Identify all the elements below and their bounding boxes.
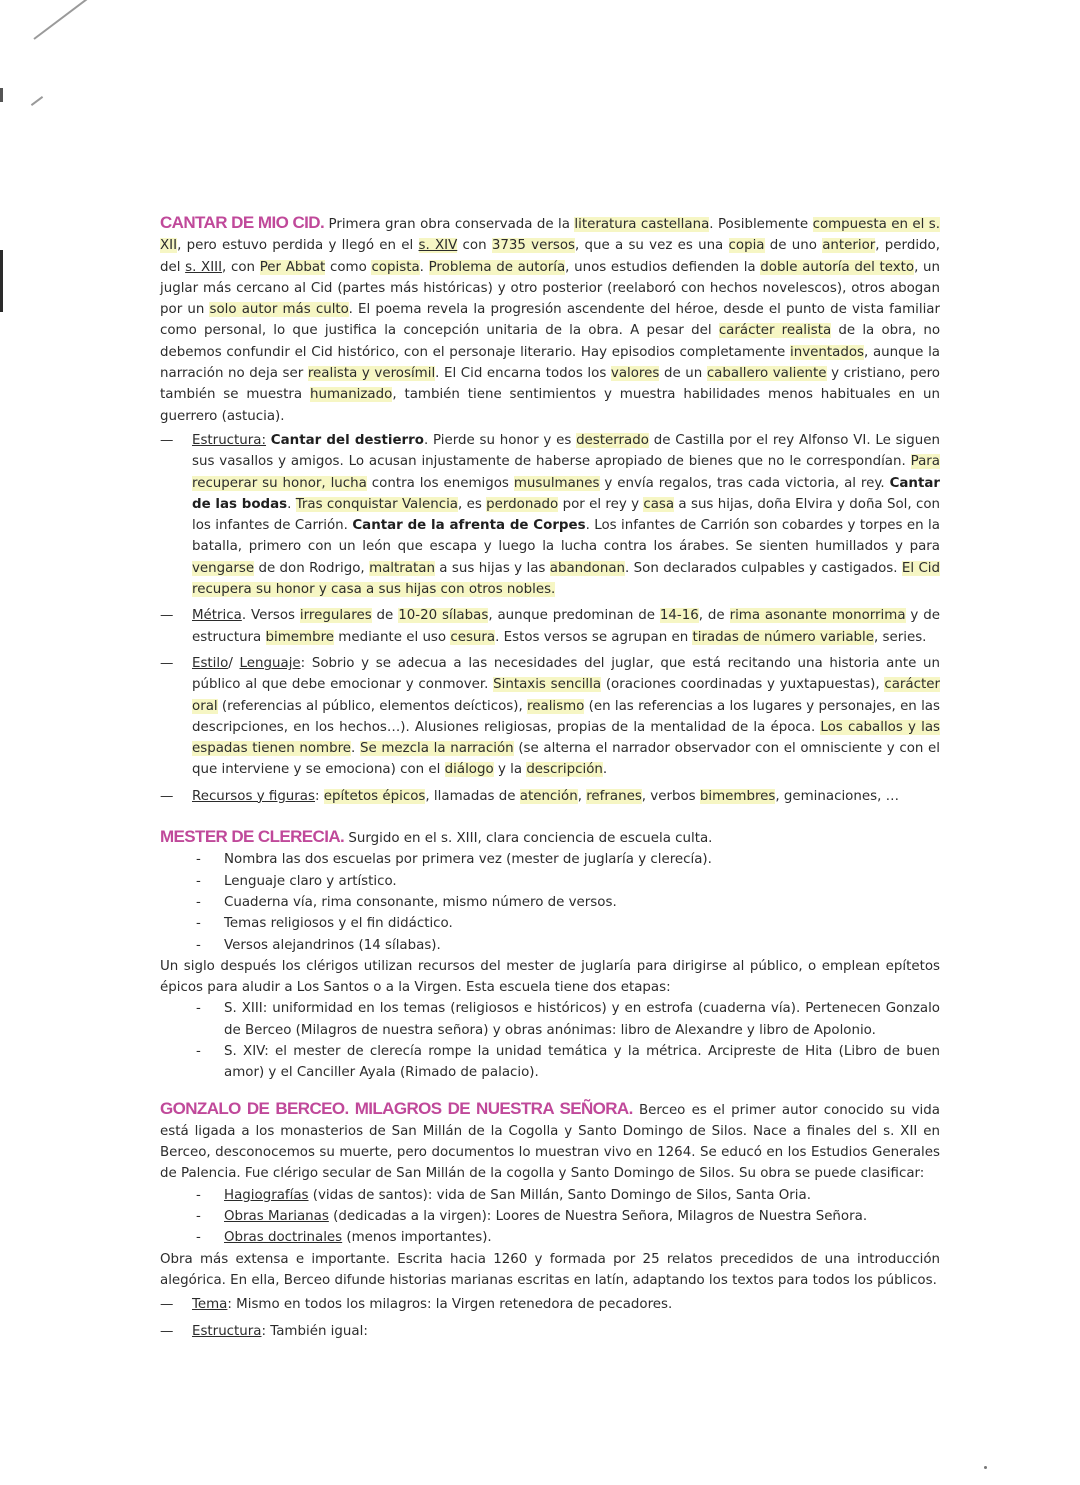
clerecia-features-list <box>160 849 940 955</box>
list-item: - Obras doctrinales (menos importantes). <box>160 1227 940 1248</box>
berceo-estructura-item: — Estructura: También igual: <box>160 1321 940 1342</box>
list-item: - Cuaderna vía, rima consonante, mismo número de versos. <box>160 892 940 913</box>
scan-edge-mark <box>0 88 3 102</box>
scan-pen-stroke-small <box>31 96 43 106</box>
list-item: - Hagiografías (vidas de santos): vida de San Millán, Santo Domingo de Silos, Santa Oria. <box>160 1185 940 1206</box>
cid-estructura-item: — Estructura: Cantar del destierro. Pierde su honor y es desterrado de Castilla por el rey Alfonso VI. Le siguen sus vasallos y amigos. Lo acusan injustamente de haberse apropiado de bienes que no le correspondían. Para recuperar su honor, lucha contra los enemigos musulmanes y envía regalos, tras cada victoria, al rey. Cantar de las bodas. Tras conquistar Valencia, es perdonado por el rey y casa a sus hijas, doña Elvira y doña Sol, con los infantes de Carrión. Cantar de la afrenta de Corpes. Los infantes de Carrión son cobardes y torpes en la batalla, primero con un león que escapa y luego la lucha contra los árabes. Se sienten humillados y para vengarse de don Rodrigo, maltratan a sus hijas y las abandonan. Son declarados culpables y castigados. El Cid recupera su honor y casa a sus hijas con otros nobles. <box>160 430 940 600</box>
list-item: - S. XIII: uniformidad en los temas (religiosos e históricos) y en estrofa (cuaderna vía). Pertenecen Gonzalo de Berceo (Milagros de nuestra señora) y obras anónimas: libro de Alexandre y libro de Apolonio. <box>160 998 940 1041</box>
clerecia-title: MESTER DE CLERECIA. <box>160 827 345 847</box>
list-item: - Versos alejandrinos (14 sílabas). <box>160 935 940 956</box>
document-page <box>160 212 940 1347</box>
list-item: - Nombra las dos escuelas por primera vez (mester de juglaría y clerecía). <box>160 849 940 870</box>
scan-edge-bar <box>0 250 3 312</box>
clerecia-intro: MESTER DE CLERECIA. Surgido en el s. XIII, clara conciencia de escuela culta. <box>160 827 713 847</box>
scan-dot <box>984 1466 987 1469</box>
berceo-aspects-list <box>160 1294 940 1342</box>
cid-title: CANTAR DE MIO CID. <box>160 213 325 232</box>
section-gap <box>160 812 940 826</box>
berceo-obras-list <box>160 1185 940 1249</box>
list-item: - Lenguaje claro y artístico. <box>160 871 940 892</box>
berceo-tema-item: — Tema: Mismo en todos los milagros: la Virgen retenedora de pecadores. <box>160 1294 940 1315</box>
berceo-intro: GONZALO DE BERCEO. MILAGROS DE NUESTRA SEÑORA. Berceo es el primer autor conocido su vida está ligada a los monasterios de San Millán de la Cogolla y Santo Domingo de Silos. Nace a finales del s. XII en Berceo, desconocemos su muerte, pero documentos lo muestran vivo en 1264. Se educó en los Estudios Generales de Palencia. Fue clérigo secular de San Millán de la cogolla y Santo Domingo de Silos. Su obra se puede clasificar: <box>160 1098 940 1182</box>
list-item: - Temas religiosos y el fin didáctico. <box>160 913 940 934</box>
cid-recursos-item: — Recursos y figuras: epítetos épicos, llamadas de atención, refranes, verbos bimembres, geminaciones, … <box>160 786 940 807</box>
list-item: - S. XIV: el mester de clerecía rompe la unidad temática y la métrica. Arcipreste de Hita (Libro de buen amor) y el Canciller Ayala (Rimado de palacio). <box>160 1041 940 1084</box>
clerecia-etapas-list <box>160 998 940 1083</box>
section-gap <box>160 1084 940 1098</box>
berceo-paragraph: Obra más extensa e importante. Escrita hacia 1260 y formada por 25 relatos precedidos de una introducción alegórica. En ella, Berceo difunde historias marianas escritas en latín, adaptando los textos para todos los públicos. <box>160 1251 940 1288</box>
cid-metrica-item: — Métrica. Versos irregulares de 10-20 sílabas, aunque predominan de 14-16, de rima asonante monorrima y de estructura bimembre mediante el uso cesura. Estos versos se agrupan en tiradas de número variable, series. <box>160 605 940 648</box>
cid-aspects-list <box>160 430 940 807</box>
berceo-title: GONZALO DE BERCEO. MILAGROS DE NUESTRA SEÑORA. <box>160 1098 633 1118</box>
scan-pen-stroke <box>33 0 114 40</box>
cid-paragraph: CANTAR DE MIO CID. Primera gran obra conservada de la literatura castellana. Posiblemente compuesta en el s. XII, pero estuvo perdida y llegó en el s. XIV con 3735 versos, que a su vez es una copia de uno anterior, perdido, del s. XIII, con Per Abbat como copista. Problema de autoría, unos estudios defienden la doble autoría del texto, un juglar más cercano al Cid (partes más históricas) y otro posterior (reelaboró con hechos novelescos), otros abogan por un solo autor más culto. El poema revela la progresión ascendente del héroe, desde el punto de vista familiar como personal, lo que justifica la concepción unitaria de la obra. A pesar del carácter realista de la obra, no debemos confundir el Cid histórico, con el personaje literario. Hay episodios completamente inventados, aunque la narración no deja ser realista y verosímil. El Cid encarna todos los valores de un caballero valiente y cristiano, pero también se muestra humanizado, también tiene sentimientos y muestra habilidades menos habituales en un guerrero (astucia). <box>160 213 941 424</box>
list-item: - Obras Marianas (dedicadas a la virgen): Loores de Nuestra Señora, Milagros de Nuestra Señora. <box>160 1206 940 1227</box>
cid-estilo-item: — Estilo/ Lenguaje: Sobrio y se adecua a las necesidades del juglar, que está recitando una historia ante un público al que debe emocionar y conmover. Sintaxis sencilla (oraciones coordinadas y yuxtapuestas), carácter oral (referencias al público, elementos deícticos), realismo (en las referencias a los lugares y personajes, en las descripciones, en los hechos…). Alusiones religiosas, propias de la mentalidad de la época. Los caballos y las espadas tienen nombre. Se mezcla la narración (se alterna el narrador observador con el omnisciente y con el que interviene y se emociona) con el diálogo y la descripción. <box>160 653 940 781</box>
clerecia-paragraph: Un siglo después los clérigos utilizan recursos del mester de juglaría para dirigirse al público, o emplean epítetos épicos para aludir a Los Santos o a la Virgen. Esta escuela tiene dos etapas: <box>160 958 940 996</box>
